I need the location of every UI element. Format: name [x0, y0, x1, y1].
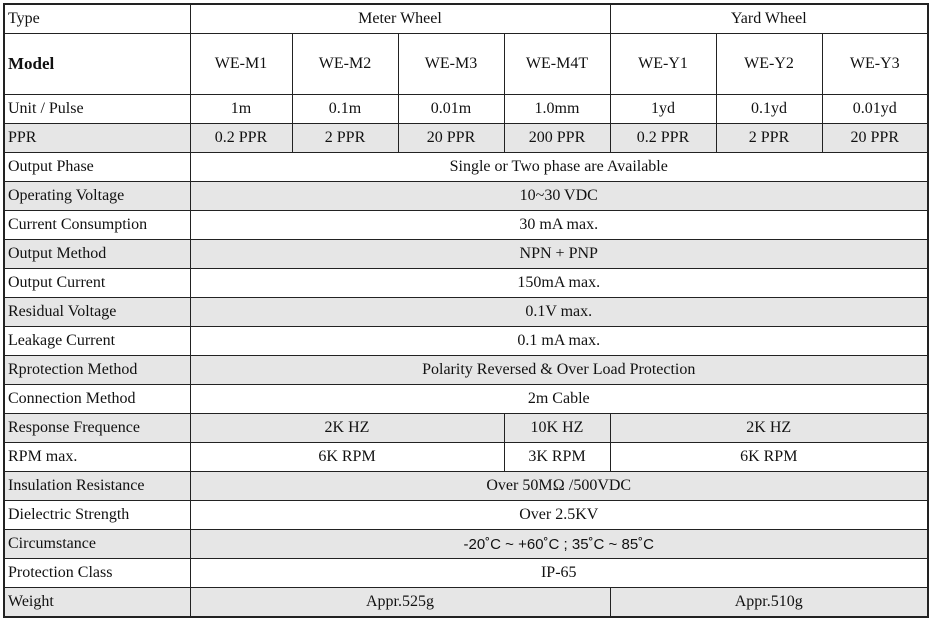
model-cell: WE-Y2	[716, 34, 822, 95]
row-protection-method	[4, 356, 928, 385]
meter-wheel-group: Meter Wheel	[190, 4, 610, 34]
ppr-cell: 200 PPR	[504, 124, 610, 153]
protection-method-value: Polarity Reversed & Over Load Protection	[190, 356, 928, 385]
output-method-label: Output Method	[4, 240, 190, 269]
leakage-current-value: 0.1 mA max.	[190, 327, 928, 356]
rpm-max-m4t: 3K RPM	[504, 443, 610, 472]
protection-method-label: Rprotection Method	[4, 356, 190, 385]
weight-yard: Appr.510g	[610, 588, 928, 618]
response-frequence-m123: 2K HZ	[190, 414, 504, 443]
ppr-cell: 2 PPR	[716, 124, 822, 153]
protection-class-label: Protection Class	[4, 559, 190, 588]
model-cell: WE-Y3	[822, 34, 928, 95]
row-response-frequence	[4, 414, 928, 443]
ppr-cell: 2 PPR	[292, 124, 398, 153]
ppr-label: PPR	[4, 124, 190, 153]
spec-table	[3, 3, 929, 618]
type-label: Type	[4, 4, 190, 34]
model-cell: WE-M4T	[504, 34, 610, 95]
unit-pulse-cell: 1.0mm	[504, 95, 610, 124]
model-label: Model	[4, 34, 190, 95]
row-output-method	[4, 240, 928, 269]
output-method-value: NPN + PNP	[190, 240, 928, 269]
circumstance-label: Circumstance	[4, 530, 190, 559]
ppr-cell: 0.2 PPR	[610, 124, 716, 153]
output-current-value: 150mA max.	[190, 269, 928, 298]
unit-pulse-cell: 0.01yd	[822, 95, 928, 124]
dielectric-strength-label: Dielectric Strength	[4, 501, 190, 530]
row-weight	[4, 588, 928, 618]
unit-pulse-cell: 0.1m	[292, 95, 398, 124]
insulation-resistance-value: Over 50MΩ /500VDC	[190, 472, 928, 501]
row-output-current	[4, 269, 928, 298]
ppr-cell: 20 PPR	[822, 124, 928, 153]
yard-wheel-group: Yard Wheel	[610, 4, 928, 34]
row-connection-method	[4, 385, 928, 414]
operating-voltage-label: Operating Voltage	[4, 182, 190, 211]
row-protection-class	[4, 559, 928, 588]
current-consumption-value: 30 mA max.	[190, 211, 928, 240]
model-cell: WE-M3	[398, 34, 504, 95]
output-phase-value: Single or Two phase are Available	[190, 153, 928, 182]
row-residual-voltage	[4, 298, 928, 327]
circumstance-value: -20˚C ~ +60˚C ; 35˚C ~ 85˚C	[190, 530, 928, 559]
dielectric-strength-value: Over 2.5KV	[190, 501, 928, 530]
row-circumstance	[4, 530, 928, 559]
model-cell: WE-M2	[292, 34, 398, 95]
unit-pulse-cell: 1m	[190, 95, 292, 124]
unit-pulse-cell: 0.1yd	[716, 95, 822, 124]
row-dielectric-strength	[4, 501, 928, 530]
row-insulation-resistance	[4, 472, 928, 501]
output-phase-label: Output Phase	[4, 153, 190, 182]
response-frequence-label: Response Frequence	[4, 414, 190, 443]
response-frequence-yard: 2K HZ	[610, 414, 928, 443]
operating-voltage-value: 10~30 VDC	[190, 182, 928, 211]
insulation-resistance-label: Insulation Resistance	[4, 472, 190, 501]
protection-class-value: IP-65	[190, 559, 928, 588]
row-ppr	[4, 124, 928, 153]
output-current-label: Output Current	[4, 269, 190, 298]
model-cell: WE-Y1	[610, 34, 716, 95]
row-current-consumption	[4, 211, 928, 240]
weight-meter: Appr.525g	[190, 588, 610, 618]
row-output-phase	[4, 153, 928, 182]
row-model	[4, 34, 928, 95]
rpm-max-m123: 6K RPM	[190, 443, 504, 472]
ppr-cell: 0.2 PPR	[190, 124, 292, 153]
leakage-current-label: Leakage Current	[4, 327, 190, 356]
residual-voltage-label: Residual Voltage	[4, 298, 190, 327]
connection-method-label: Connection Method	[4, 385, 190, 414]
row-type	[4, 4, 928, 34]
unit-pulse-cell: 0.01m	[398, 95, 504, 124]
unit-pulse-cell: 1yd	[610, 95, 716, 124]
row-leakage-current	[4, 327, 928, 356]
response-frequence-m4t: 10K HZ	[504, 414, 610, 443]
rpm-max-label: RPM max.	[4, 443, 190, 472]
rpm-max-yard: 6K RPM	[610, 443, 928, 472]
residual-voltage-value: 0.1V max.	[190, 298, 928, 327]
row-rpm-max	[4, 443, 928, 472]
model-cell: WE-M1	[190, 34, 292, 95]
ppr-cell: 20 PPR	[398, 124, 504, 153]
connection-method-value: 2m Cable	[190, 385, 928, 414]
row-operating-voltage	[4, 182, 928, 211]
row-unit-pulse	[4, 95, 928, 124]
weight-label: Weight	[4, 588, 190, 618]
current-consumption-label: Current Consumption	[4, 211, 190, 240]
unit-pulse-label: Unit / Pulse	[4, 95, 190, 124]
